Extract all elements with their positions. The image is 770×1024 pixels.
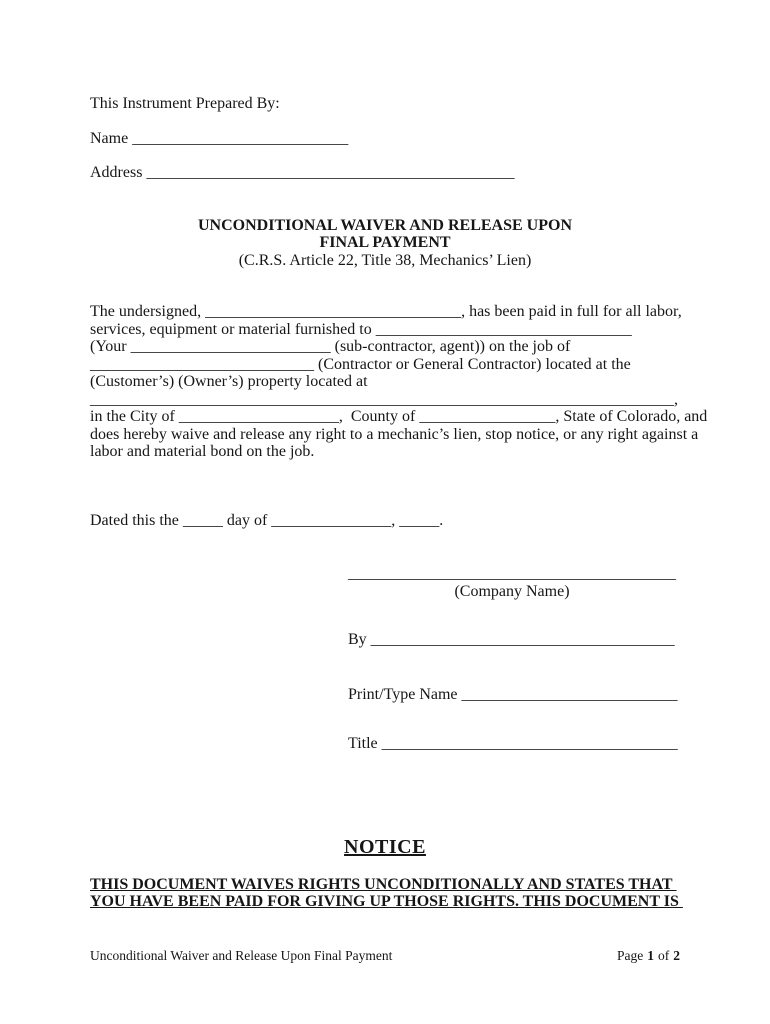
body-paragraph [90, 303, 708, 461]
page-number: 1 [647, 948, 654, 963]
title-signature-line: Title _____________________________________ [348, 735, 678, 752]
by-signature-line: By ______________________________________ [348, 631, 675, 648]
body-line: The undersigned, ________________________________, has been paid in full for all labor, [90, 303, 682, 320]
name-blank-line: Name ___________________________ [90, 129, 349, 147]
total-pages: 2 [673, 948, 680, 963]
body-line: labor and material bond on the job. [90, 443, 315, 460]
body-line: does hereby waive and release any right to a mechanic’s lien, stop notice, or any right against a [90, 425, 699, 443]
address-blank-line: Address ______________________________________________ [90, 164, 515, 181]
body-line: ____________________________ (Contractor or General Contractor) located at the [90, 355, 631, 373]
signature-block [348, 565, 680, 753]
page-word: Page [617, 948, 644, 963]
company-name-caption: (Company Name) [454, 582, 570, 600]
document-title [90, 217, 680, 270]
title-line-2: FINAL PAYMENT [319, 234, 451, 251]
of-word: of [658, 948, 670, 963]
notice-paragraph [90, 875, 683, 911]
page-indicator [617, 948, 680, 964]
title-subtitle: (C.R.S. Article 22, Title 38, Mechanics’ Lien) [238, 251, 532, 269]
body-line: in the City of ____________________, County of _________________, State of Colorado, and [90, 408, 708, 425]
body-line: (Your _________________________ (sub-contractor, agent)) on the job of [90, 338, 571, 355]
dated-line: Dated this the _____ day of _______________, _____. [90, 511, 444, 529]
footer-document-title: Unconditional Waiver and Release Upon Final Payment [90, 948, 393, 963]
page-footer [90, 948, 680, 964]
title-line-1: UNCONDITIONAL WAIVER AND RELEASE UPON [198, 216, 572, 234]
notice-heading: NOTICE [344, 835, 426, 858]
body-line: (Customer’s) (Owner’s) property located at [90, 373, 368, 390]
body-line: _________________________________________________________________________, [90, 390, 678, 408]
body-line: services, equipment or material furnished to ________________________________ [90, 320, 632, 338]
notice-line: THIS DOCUMENT WAIVES RIGHTS UNCONDITIONALLY AND STATES THAT [90, 875, 677, 893]
print-type-name-line: Print/Type Name ___________________________ [348, 685, 678, 703]
company-signature-line: _________________________________________ [348, 565, 676, 582]
prepared-by-heading: This Instrument Prepared By: [90, 95, 280, 112]
notice-line: YOU HAVE BEEN PAID FOR GIVING UP THOSE RIGHTS. THIS DOCUMENT IS [90, 893, 683, 910]
